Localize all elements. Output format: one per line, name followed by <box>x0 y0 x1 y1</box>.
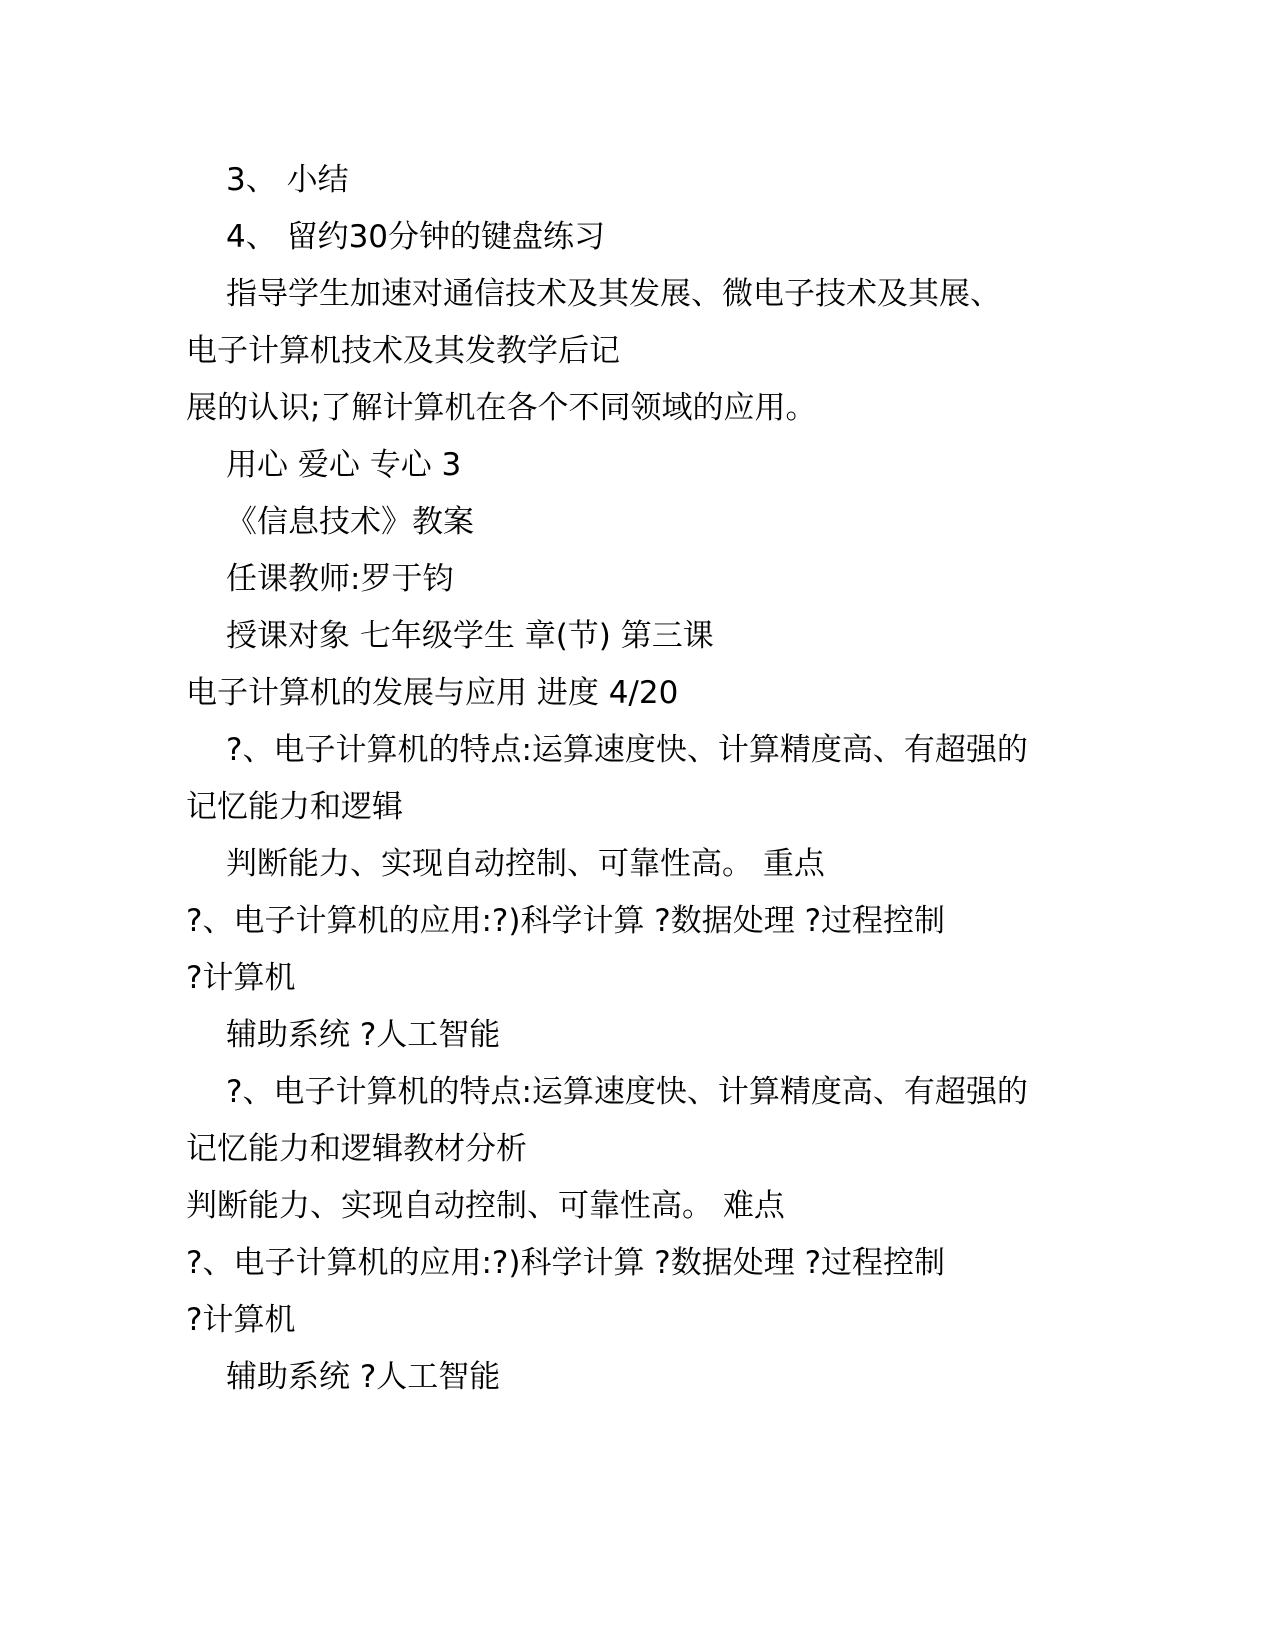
text-line: ?计算机 <box>186 1302 296 1338</box>
text-line: 授课对象 七年级学生 章(节) 第三课 <box>226 618 714 654</box>
document-body <box>186 152 1086 1406</box>
text-line: 任课教师:罗于钧 <box>226 561 454 597</box>
text-line: 《信息技术》教案 <box>226 504 474 540</box>
text-line: 辅助系统 ?人工智能 <box>226 1359 501 1395</box>
text-line: ?、电子计算机的应用:?)科学计算 ?数据处理 ?过程控制 <box>186 903 946 939</box>
text-line: 电子计算机技术及其发教学后记 <box>186 333 620 369</box>
text-line: 记忆能力和逻辑教材分析 <box>186 1131 527 1167</box>
text-line: 用心 爱心 专心 3 <box>226 447 462 483</box>
text-line: 判断能力、实现自动控制、可靠性高。 难点 <box>186 1188 785 1224</box>
text-line: 判断能力、实现自动控制、可靠性高。 重点 <box>226 846 825 882</box>
text-line: ?、电子计算机的特点:运算速度快、计算精度高、有超强的 <box>226 732 1028 768</box>
text-line: ?、电子计算机的应用:?)科学计算 ?数据处理 ?过程控制 <box>186 1245 946 1281</box>
text-line: 3、 小结 <box>226 162 349 198</box>
text-line: 指导学生加速对通信技术及其发展、微电子技术及其展、 <box>226 276 1001 312</box>
text-line: 记忆能力和逻辑 <box>186 789 403 825</box>
text-line: 展的认识;了解计算机在各个不同领域的应用。 <box>186 390 817 426</box>
text-line: 4、 留约30分钟的键盘练习 <box>226 219 606 255</box>
text-line: 辅助系统 ?人工智能 <box>226 1017 501 1053</box>
text-line: ?计算机 <box>186 960 296 996</box>
text-line: ?、电子计算机的特点:运算速度快、计算精度高、有超强的 <box>226 1074 1028 1110</box>
text-line: 电子计算机的发展与应用 进度 4/20 <box>186 675 679 711</box>
